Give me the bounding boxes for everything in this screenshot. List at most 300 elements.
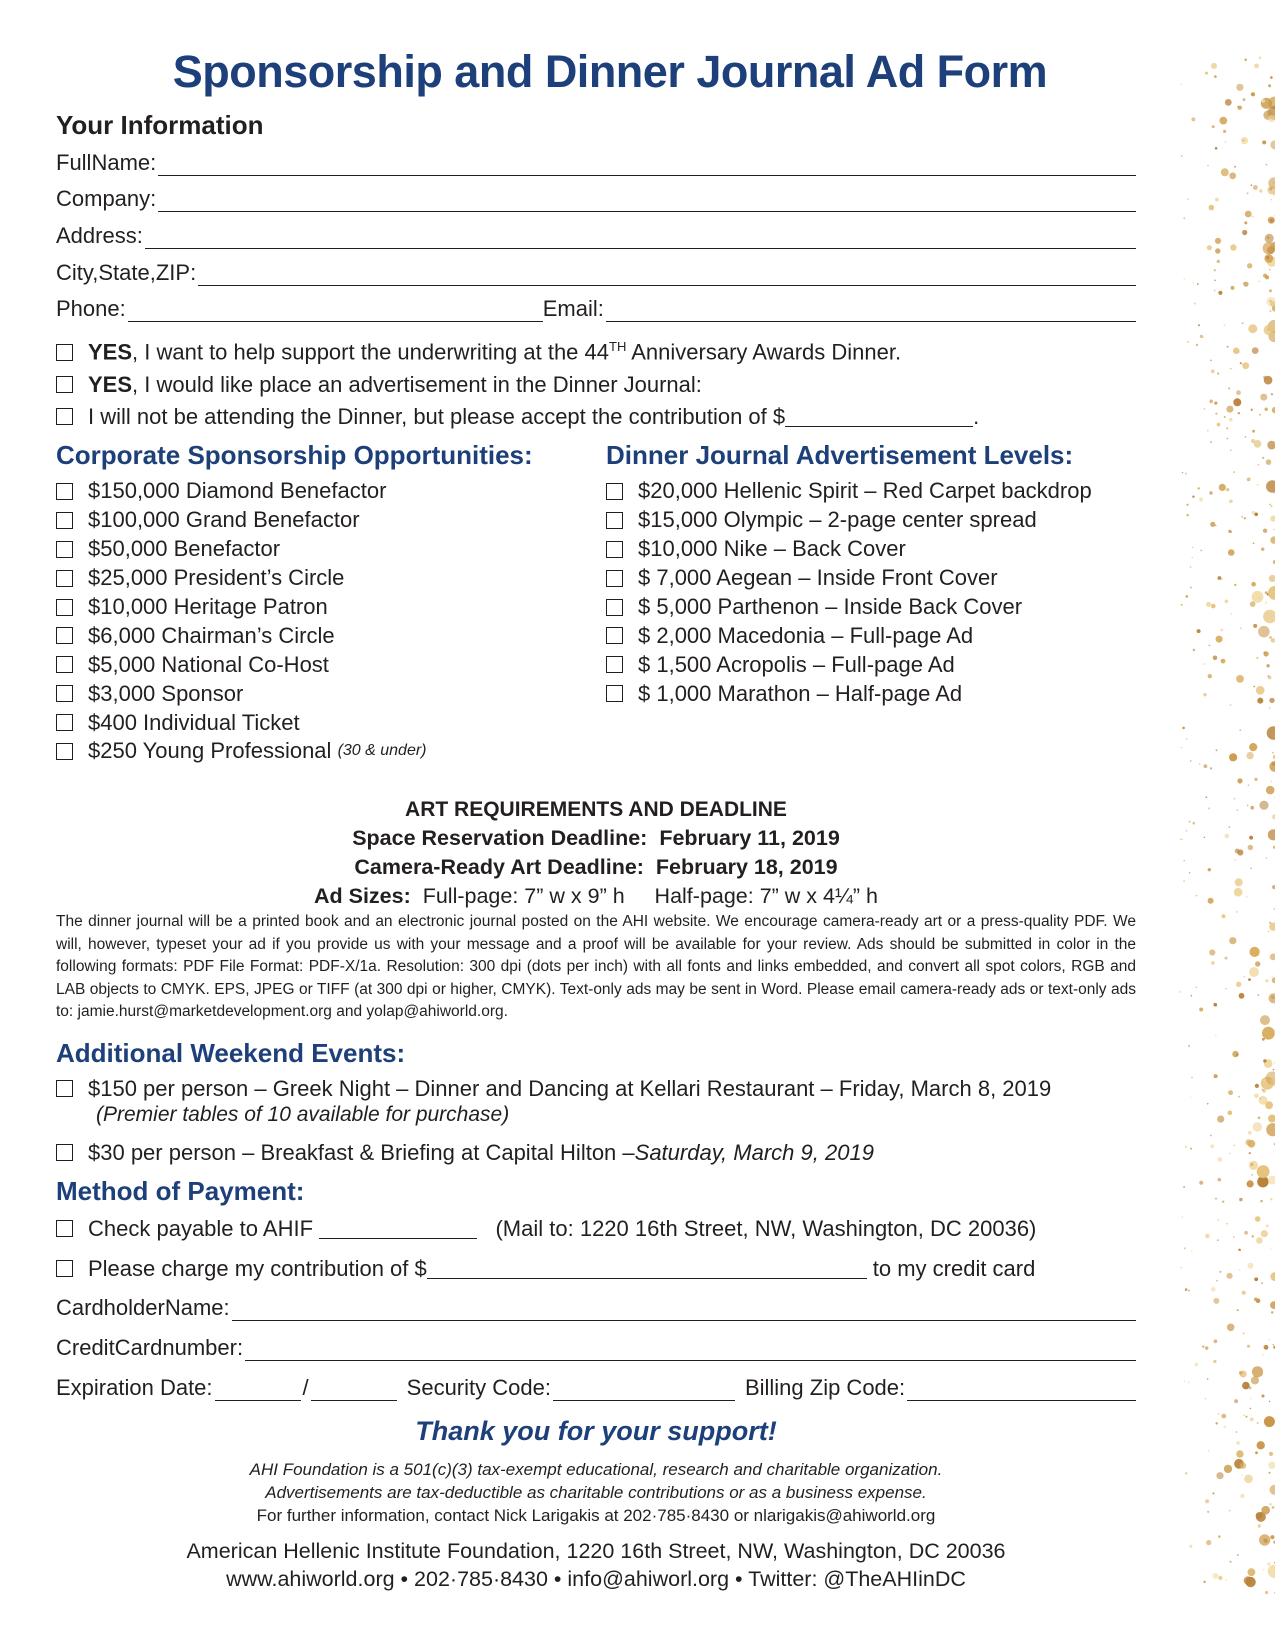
confetti-dot: [1210, 360, 1212, 362]
confetti-dot: [1265, 591, 1268, 594]
confetti-dot: [1256, 1512, 1263, 1519]
confetti-dot: [1216, 1472, 1223, 1479]
confetti-dot: [1258, 626, 1270, 638]
sponsorship-checkbox[interactable]: [56, 656, 73, 673]
confetti-dot: [1269, 504, 1271, 506]
confetti-dot: [1243, 139, 1245, 141]
confetti-dot: [1218, 1535, 1221, 1538]
confetti-dot: [1184, 1247, 1186, 1249]
confetti-dot: [1256, 686, 1265, 695]
journal-checkbox[interactable]: [606, 483, 623, 500]
confetti-dot: [1221, 629, 1224, 632]
sponsorship-checkbox[interactable]: [56, 714, 73, 731]
cardholder-field[interactable]: [56, 1291, 1136, 1321]
journal-checkbox[interactable]: [606, 541, 623, 558]
confetti-dot: [1265, 1591, 1268, 1594]
confetti-dot: [1221, 1414, 1226, 1419]
confetti-dot: [1262, 457, 1264, 459]
confetti-dot: [1237, 809, 1239, 811]
confetti-dot: [1234, 166, 1236, 168]
confetti-dot: [1240, 362, 1242, 364]
confetti-dot: [1249, 967, 1259, 977]
confetti-dot: [1269, 1401, 1271, 1403]
confetti-dot: [1269, 1452, 1273, 1456]
confetti-dot: [1218, 1413, 1220, 1415]
confetti-dot: [1243, 1333, 1245, 1335]
journal-checkbox[interactable]: [606, 599, 623, 616]
confetti-dot: [1260, 1015, 1270, 1025]
confetti-dot: [1191, 995, 1193, 997]
confetti-dot: [1270, 536, 1275, 543]
journal-label: $20,000 Hellenic Spirit – Red Carpet backdrop: [638, 478, 1092, 504]
confetti-dot: [1214, 1339, 1218, 1343]
sponsorship-item[interactable]: [56, 593, 427, 622]
support-underwriting-checkbox[interactable]: [56, 344, 73, 361]
city-state-zip-field[interactable]: [56, 256, 1136, 286]
confetti-dot: [1263, 242, 1275, 254]
confetti-dot: [1258, 1117, 1261, 1120]
confetti-dot: [1210, 1135, 1212, 1137]
confetti-dot: [1214, 1074, 1218, 1078]
confetti-dot: [1215, 248, 1220, 253]
confetti-dot: [1268, 1115, 1275, 1123]
confetti-dot: [1214, 1003, 1218, 1007]
confetti-dot: [1263, 610, 1275, 624]
company-line[interactable]: [158, 189, 1136, 212]
confetti-dot: [1247, 478, 1251, 482]
confetti-dot: [1237, 106, 1239, 108]
journal-checkbox[interactable]: [606, 656, 623, 673]
card-number-line[interactable]: [245, 1338, 1136, 1361]
sponsorship-checkbox[interactable]: [56, 743, 73, 760]
confetti-dot: [1218, 1178, 1222, 1182]
journal-item[interactable]: [606, 679, 1092, 708]
confetti-dot: [1217, 1219, 1219, 1221]
journal-item[interactable]: [606, 564, 1092, 593]
confetti-dot: [1264, 1416, 1275, 1427]
sponsorship-checkbox[interactable]: [56, 685, 73, 702]
confetti-dot: [1238, 412, 1240, 414]
confetti-dot: [1239, 729, 1241, 731]
confetti-dot: [1226, 438, 1228, 440]
city-state-zip-label: City,State,ZIP:: [56, 260, 197, 285]
advertisement-checkbox[interactable]: [56, 376, 73, 393]
confetti-dot: [1230, 450, 1232, 452]
confetti-dot: [1208, 645, 1210, 647]
confetti-dot: [1265, 408, 1268, 411]
confetti-dot: [1213, 1573, 1219, 1579]
confetti-dot: [1197, 629, 1201, 633]
confetti-dot: [1269, 300, 1272, 303]
confetti-dot: [1236, 911, 1238, 913]
sponsorship-label: $150,000 Diamond Benefactor: [88, 478, 387, 504]
confetti-dot: [1180, 84, 1182, 86]
security-code-line[interactable]: [553, 1378, 735, 1401]
sponsorship-item[interactable]: [56, 535, 427, 564]
confetti-dot: [1250, 1398, 1252, 1400]
confetti-dot: [1226, 488, 1229, 491]
ad-sizes-label: Ad Sizes:: [313, 884, 411, 908]
confetti-dot: [1244, 517, 1246, 519]
footer-address: American Hellenic Institute Foundation, 1220 16th Street, NW, Washington, DC 20036: [186, 1539, 1006, 1563]
confetti-dot: [1251, 409, 1253, 411]
journal-checkbox[interactable]: [606, 685, 623, 702]
company-field[interactable]: [56, 182, 1136, 212]
confetti-dot: [1223, 130, 1226, 133]
sponsorship-item[interactable]: [56, 621, 427, 650]
confetti-dot: [1270, 219, 1274, 223]
confetti-dot: [1200, 335, 1203, 338]
confetti-dot: [1236, 982, 1241, 987]
confetti-dot: [1251, 92, 1255, 96]
confetti-dot: [1236, 390, 1241, 395]
check-amount-line[interactable]: [319, 1218, 477, 1239]
charge-amount-line[interactable]: [427, 1258, 867, 1279]
confetti-dot: [1265, 234, 1274, 243]
confetti-dot: [1211, 1287, 1216, 1292]
confetti-dot: [1271, 1311, 1273, 1313]
confetti-dot: [1205, 1234, 1209, 1238]
confetti-dot: [1181, 1267, 1183, 1269]
confetti-dot: [1214, 75, 1217, 78]
confetti-dot: [1229, 753, 1237, 761]
confetti-dot: [1225, 141, 1227, 143]
journal-item[interactable]: [606, 621, 1092, 650]
confetti-dot: [1267, 186, 1275, 195]
confetti-dot: [1205, 1346, 1208, 1349]
confetti-dot: [1252, 347, 1259, 354]
credit-charge-checkbox[interactable]: [56, 1260, 73, 1277]
confetti-dot: [1185, 1146, 1187, 1148]
confetti-dot: [1192, 547, 1194, 549]
confetti-dot: [1204, 1581, 1206, 1583]
breakfast-checkbox[interactable]: [56, 1144, 73, 1161]
billing-zip-label: Billing Zip Code:: [744, 1375, 906, 1400]
confetti-dot: [1240, 1463, 1246, 1469]
phone-line[interactable]: [128, 299, 543, 322]
contribution-option[interactable]: [56, 402, 979, 431]
sponsorship-label: $6,000 Chairman’s Circle: [88, 622, 335, 648]
confetti-dot: [1249, 1387, 1252, 1390]
confetti-dot: [1229, 1510, 1231, 1512]
journal-checkbox[interactable]: [606, 570, 623, 587]
confetti-dot: [1231, 286, 1235, 290]
confetti-dot: [1234, 1399, 1238, 1403]
confetti-dot: [1228, 1091, 1230, 1093]
confetti-dot: [1259, 189, 1262, 192]
sponsorship-checkbox[interactable]: [56, 627, 73, 644]
footer-line-2: Advertisements are tax-deductible as charitable contributions or as a business expense.: [265, 1483, 927, 1502]
check-option[interactable]: [56, 1214, 1036, 1243]
confetti-dot: [1267, 726, 1275, 740]
confetti-dot: [1252, 216, 1254, 218]
sponsorship-label: $400 Individual Ticket: [88, 709, 300, 735]
journal-label: $10,000 Nike – Back Cover: [638, 536, 906, 562]
card-number-field[interactable]: [56, 1331, 1136, 1361]
confetti-dot: [1259, 1534, 1270, 1545]
confetti-dot: [1213, 1360, 1216, 1363]
confetti-dot: [1270, 954, 1275, 961]
sponsorship-checkbox[interactable]: [56, 599, 73, 616]
journal-item[interactable]: [606, 593, 1092, 622]
confetti-dot: [1247, 1180, 1254, 1187]
confetti-dot: [1208, 674, 1212, 678]
confetti-dot: [1248, 1263, 1254, 1269]
confetti-dot: [1214, 269, 1216, 271]
expiration-month-line[interactable]: [215, 1378, 301, 1401]
confetti-dot: [1260, 1200, 1263, 1203]
confetti-dot: [1251, 1376, 1259, 1384]
confetti-dot: [1264, 1345, 1266, 1347]
confetti-dot: [1266, 459, 1272, 465]
confetti-dot: [1200, 550, 1202, 552]
confetti-dot: [1266, 256, 1269, 259]
journal-item[interactable]: [606, 506, 1092, 535]
confetti-dot: [1226, 406, 1233, 413]
confetti-dot: [1239, 1371, 1243, 1375]
journal-label: $ 1,500 Acropolis – Full-page Ad: [638, 651, 955, 677]
confetti-dot: [1252, 430, 1255, 433]
confetti-dot: [1217, 1116, 1224, 1123]
confetti-dot: [1244, 1384, 1246, 1386]
confetti-dot: [1185, 1288, 1188, 1291]
confetti-dot: [1213, 126, 1215, 128]
footer-line-3: For further information, contact Nick Larigakis at 202·785·8430 or nlarigakis@ahiworld.org: [256, 1506, 936, 1525]
confetti-dot: [1216, 636, 1223, 643]
confetti-dot: [1234, 584, 1236, 586]
confetti-dot: [1217, 423, 1221, 427]
greek-night-note: (Premier tables of 10 available for purchase): [96, 1103, 510, 1126]
confetti-dot: [1248, 1568, 1256, 1576]
confetti-dot: [1198, 487, 1200, 489]
confetti-dot: [1269, 993, 1275, 1003]
confetti-dot: [1214, 280, 1216, 282]
sponsorship-label: $5,000 National Co-Host: [88, 651, 329, 677]
sponsorship-checkbox[interactable]: [56, 570, 73, 587]
confetti-dot: [1244, 58, 1247, 61]
confetti-dot: [1196, 344, 1198, 346]
confetti-dot: [1259, 801, 1268, 810]
camera-deadline: [56, 855, 1136, 880]
confetti-dot: [1269, 1503, 1271, 1505]
email-line[interactable]: [606, 299, 1136, 322]
full-name-line[interactable]: [158, 153, 1136, 176]
confetti-dot: [1225, 600, 1229, 604]
confetti-dot: [1218, 291, 1222, 295]
confetti-dot: [1258, 994, 1260, 996]
contribution-amount-line[interactable]: [785, 406, 973, 427]
confetti-dot: [1233, 398, 1241, 406]
confetti-dot: [1266, 1123, 1275, 1136]
confetti-dot: [1262, 1038, 1265, 1041]
journal-item[interactable]: [606, 535, 1092, 564]
confetti-dot: [1218, 1157, 1223, 1162]
billing-zip-line[interactable]: [907, 1378, 1136, 1401]
confetti-dot: [1243, 282, 1245, 284]
check-checkbox[interactable]: [56, 1220, 73, 1237]
sponsorship-item[interactable]: [56, 737, 427, 766]
confetti-dot: [1222, 914, 1226, 918]
greek-night-option[interactable]: [56, 1074, 1051, 1103]
sponsorship-item[interactable]: [56, 708, 427, 737]
support-underwriting-option[interactable]: [56, 338, 901, 367]
confetti-dot: [1269, 636, 1272, 639]
confetti-dot: [1225, 1579, 1227, 1581]
greek-night-checkbox[interactable]: [56, 1080, 73, 1097]
confetti-dot: [1256, 1237, 1263, 1244]
your-information-heading: Your Information: [56, 110, 264, 140]
sponsorship-item[interactable]: [56, 477, 427, 506]
confetti-dot: [1270, 516, 1275, 522]
city-state-zip-line[interactable]: [198, 263, 1136, 286]
sponsorship-checkbox[interactable]: [56, 483, 73, 500]
confetti-dot: [1248, 978, 1251, 981]
sponsorship-checkbox[interactable]: [56, 512, 73, 529]
confetti-dot: [1250, 1418, 1254, 1422]
space-deadline-label: Space Reservation Deadline:: [352, 826, 648, 850]
confetti-dot: [1213, 656, 1218, 661]
confetti-dot: [1272, 1506, 1275, 1509]
confetti-dot: [1197, 283, 1199, 285]
confetti-dot: [1241, 516, 1243, 518]
confetti-dot: [1222, 1201, 1224, 1203]
confetti-dot: [1269, 923, 1275, 931]
confetti-dot: [1230, 368, 1232, 370]
expiration-year-line[interactable]: [311, 1378, 397, 1401]
contribution-checkbox[interactable]: [56, 408, 73, 425]
confetti-dot: [1190, 587, 1192, 589]
confetti-dot: [1262, 1089, 1266, 1093]
confetti-dot: [1248, 1140, 1256, 1148]
confetti-dot: [1194, 302, 1196, 304]
address-field[interactable]: [56, 219, 1136, 249]
confetti-dot: [1263, 1569, 1265, 1571]
confetti-dot: [1183, 217, 1185, 219]
company-label: Company:: [56, 186, 157, 211]
confetti-dot: [1261, 548, 1264, 551]
confetti-dot: [1207, 245, 1212, 250]
confetti-dot: [1247, 1345, 1250, 1348]
confetti-dot: [1243, 1414, 1245, 1416]
confetti-dot: [1185, 473, 1187, 475]
confetti-dot: [1233, 1236, 1235, 1238]
sponsorship-item[interactable]: [56, 650, 427, 679]
confetti-dot: [1215, 1198, 1217, 1200]
confetti-dot: [1208, 1450, 1210, 1452]
journal-item[interactable]: [606, 650, 1092, 679]
confetti-dot: [1254, 63, 1259, 68]
confetti-dot: [1250, 806, 1254, 810]
confetti-dot: [1268, 115, 1275, 122]
confetti-dot: [1252, 1366, 1263, 1377]
confetti-dot: [1262, 1354, 1264, 1356]
confetti-dot: [1224, 1465, 1232, 1473]
address-line[interactable]: [145, 226, 1136, 249]
confetti-dot: [1255, 1216, 1261, 1222]
confetti-dot: [1202, 1346, 1204, 1348]
breakfast-option[interactable]: [56, 1138, 874, 1167]
confetti-dot: [1186, 504, 1188, 506]
confetti-dot: [1207, 1511, 1209, 1513]
cardholder-line[interactable]: [232, 1298, 1136, 1321]
confetti-dot: [1214, 290, 1216, 292]
confetti-dot: [1192, 282, 1194, 284]
thank-you-message: Thank you for your support!: [415, 1416, 777, 1446]
advertisement-option[interactable]: [56, 370, 702, 399]
confetti-dot: [1237, 1310, 1239, 1312]
support-text2: Anniversary Awards Dinner.: [626, 339, 902, 365]
confetti-dot: [1215, 147, 1218, 150]
confetti-dot: [1226, 1223, 1228, 1225]
confetti-dot: [1262, 140, 1266, 144]
confetti-dot: [1270, 310, 1272, 312]
confetti-dot: [1230, 1561, 1232, 1563]
confetti-dot: [1242, 362, 1249, 369]
confetti-dot: [1269, 922, 1271, 924]
confetti-dot: [1181, 839, 1183, 841]
confetti-dot: [1268, 586, 1275, 600]
sponsorship-item[interactable]: [56, 679, 427, 708]
journal-checkbox[interactable]: [606, 627, 623, 644]
confetti-dot: [1208, 898, 1214, 904]
confetti-dot: [1190, 1148, 1192, 1150]
confetti-dot: [1254, 1277, 1258, 1281]
confetti-dot: [1273, 1344, 1275, 1346]
full-name-field[interactable]: [56, 146, 1136, 176]
ad-yes: YES: [88, 371, 133, 397]
confetti-dot: [1225, 988, 1227, 990]
confetti-dot: [1205, 796, 1207, 798]
journal-item[interactable]: [606, 477, 1092, 506]
confetti-dot: [1271, 638, 1275, 643]
confetti-dot: [1249, 836, 1253, 840]
confetti-dot: [1199, 1181, 1203, 1185]
confetti-dot: [1241, 137, 1248, 144]
confetti-dot: [1253, 1122, 1263, 1132]
confetti-dot: [1273, 529, 1275, 531]
confetti-dot: [1234, 888, 1243, 897]
half-page-size: Half-page: 7” w x 4¼” h: [654, 884, 879, 908]
confetti-dot: [1183, 860, 1185, 862]
confetti-dot: [1211, 63, 1217, 69]
journal-heading: Dinner Journal Advertisement Levels:: [606, 440, 1074, 470]
confetti-dot: [1261, 99, 1265, 103]
confetti-dot: [1248, 324, 1257, 333]
confetti-dot: [1263, 651, 1268, 656]
sponsorship-item[interactable]: [56, 564, 427, 593]
journal-checkbox[interactable]: [606, 512, 623, 529]
credit-charge-option[interactable]: [56, 1254, 1035, 1283]
confetti-dot: [1266, 480, 1275, 492]
sponsorship-label: $100,000 Grand Benefactor: [88, 507, 360, 533]
sponsorship-list: [56, 477, 427, 766]
confetti-dot: [1187, 198, 1189, 200]
sponsorship-checkbox[interactable]: [56, 541, 73, 558]
confetti-dot: [1199, 763, 1201, 765]
confetti-dot: [1257, 698, 1263, 704]
confetti-dot: [1229, 937, 1236, 944]
confetti-dot: [1263, 529, 1267, 533]
art-paragraph: The dinner journal will be a printed book and an electronic journal posted on the AHI website. We encourage camera-ready art or a press-quality PDF. We will, however, typeset your ad if you provide us with your message and a proof will be available for your review. Ads should be submitted in color in the following formats: PDF File Format: PDF-X/1a. Resolution: 300 dpi (dots per inch) with all fonts and links embedded, and convert all spot colors, RGB and LAB objects to CMYK. EPS, JPEG or TIFF (at 300 dpi or higher, CMYK). Text-only ads may be sent in Word. Please email camera-ready ads or text-only ads to: jamie.hurst@marketdevelopment.org and yolap@ahiworld.org.: [56, 913, 1136, 1020]
phone-label: Phone:: [56, 296, 126, 321]
confetti-dot: [1253, 686, 1255, 688]
art-heading: ART REQUIREMENTS AND DEADLINE: [405, 798, 787, 821]
confetti-dot: [1268, 829, 1275, 840]
confetti-dot: [1231, 613, 1233, 615]
confetti-dot: [1247, 805, 1249, 807]
sponsorship-item[interactable]: [56, 506, 427, 535]
full-name-label: FullName:: [56, 150, 157, 175]
